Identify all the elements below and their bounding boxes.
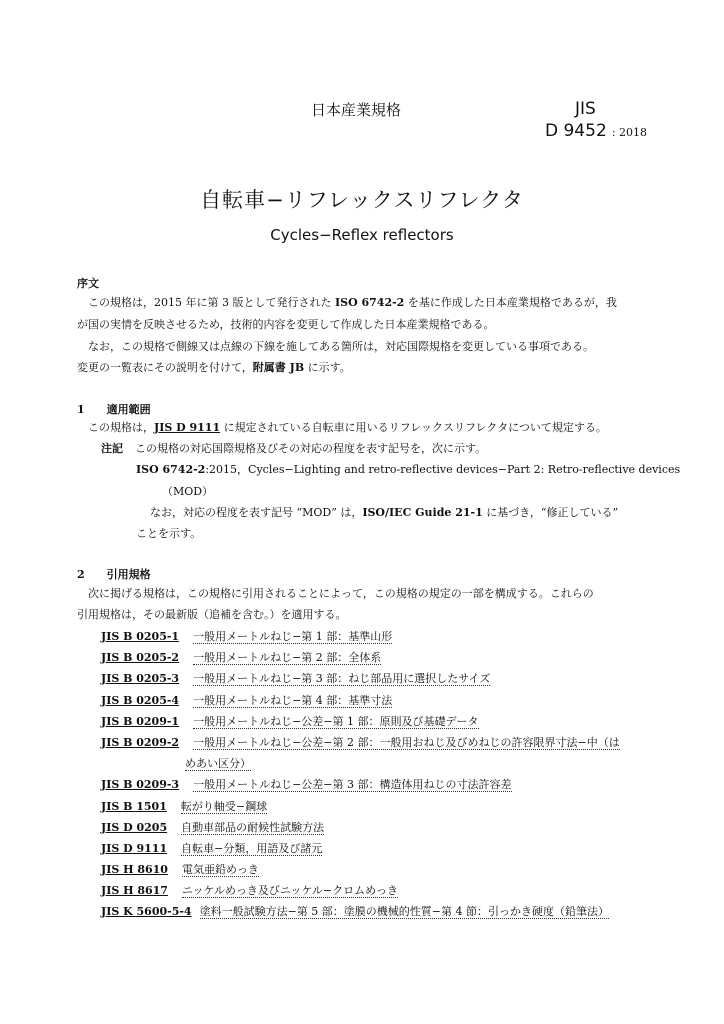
foreword-text: 変更の一覧表にその説明を付けて， [77, 361, 253, 374]
reference-title: 一般用メートルねじ−第 1 部：基準山形 [193, 630, 393, 643]
reference-code[interactable]: JIS B 0205-4 [101, 694, 180, 707]
reference-code[interactable]: JIS B 0205-2 [101, 651, 180, 664]
iso-reference: ISO 6742-2 [334, 296, 405, 309]
reference-item [101, 694, 392, 708]
note-2-line [150, 506, 618, 520]
reference-code[interactable]: JIS B 0205-3 [101, 672, 180, 685]
iso-correspondence-line [136, 463, 680, 477]
section-number: 1 [77, 403, 85, 416]
reference-title: 一般用メートルねじ−公差−第 3 部：構造体用ねじの寸法許容差 [193, 778, 512, 791]
iso-reference: ISO 6742-2 [136, 463, 206, 476]
reference-item [101, 905, 609, 919]
reference-item [101, 630, 392, 644]
foreword-text: この規格は，2015 年に第 3 版として発行された [88, 296, 335, 309]
foreword-line-4 [77, 361, 351, 375]
section-title: 引用規格 [106, 568, 151, 581]
foreword-heading: 序文 [77, 277, 99, 290]
guide-reference: ISO/IEC Guide 21-1 [362, 506, 483, 519]
reference-item [101, 863, 259, 877]
reference-item [101, 651, 381, 665]
reference-code[interactable]: JIS B 0209-3 [101, 778, 180, 791]
reference-item [101, 800, 267, 814]
reference-title: 一般用メートルねじ−第 3 部：ねじ部品用に選択したサイズ [193, 672, 491, 685]
reference-code[interactable]: JIS B 0209-1 [101, 715, 180, 728]
foreword-line-3: なお，この規格で側線又は点線の下線を施してある箇所は，対応国際規格を変更している事項である。 [88, 340, 594, 353]
reference-title: 自転車−分類，用語及び諸元 [181, 842, 323, 855]
reference-title: 一般用メートルねじ−第 4 部：基準寸法 [193, 694, 393, 707]
section-number: 2 [77, 568, 85, 581]
title-ja: 自転車−リフレックスリフレクタ [200, 188, 524, 212]
reference-code[interactable]: JIS B 0205-1 [101, 630, 180, 643]
section-2-intro-1: 次に掲げる規格は，この規格に引用されることによって，この規格の規定の一部を構成する。これらの [88, 587, 594, 600]
reference-item [101, 821, 324, 835]
section-2-heading [77, 568, 151, 582]
note-text: なお，対応の程度を表す記号 “MOD” は， [150, 506, 363, 519]
body-text: に規定されている自転車に用いるリフレックスリフレクタについて規定する。 [220, 421, 607, 434]
reference-item-continuation [185, 757, 251, 771]
reference-title: 自動車部品の耐候性試験方法 [181, 821, 325, 834]
iso-title: :2015，Cycles−Lighting and retro-reflective devices−Part 2: Retro-reflective devices [205, 463, 681, 476]
reference-title: 転がり軸受−鋼球 [180, 800, 268, 813]
note-2-line-end: ことを示す。 [136, 527, 202, 540]
jis-label: JIS [575, 99, 596, 119]
foreword-line-1 [88, 296, 617, 310]
section-1-text [88, 421, 607, 435]
reference-code[interactable]: JIS B 0209-2 [101, 736, 180, 749]
foreword-text: に示す。 [304, 361, 351, 374]
reference-item [101, 842, 322, 856]
foreword-text: を基に作成した日本産業規格であるが，我 [404, 296, 617, 309]
reference-title: ニッケルめっき及びニッケル−クロムめっき [181, 884, 398, 897]
title-en: Cycles−Reflex reflectors [270, 226, 454, 244]
reference-code[interactable]: JIS D 9111 [101, 842, 168, 855]
reference-code[interactable]: JIS K 5600-5-4 [101, 905, 192, 918]
reference-code[interactable]: JIS H 8617 [101, 884, 168, 897]
reference-title: 塗料一般試験方法−第 5 部：塗膜の機械的性質−第 4 節：引っかき硬度（鉛筆法） [199, 905, 609, 918]
mod-label: （MOD） [162, 485, 214, 498]
standard-year: : 2018 [611, 126, 648, 139]
jis-d9111-link[interactable]: JIS D 9111 [154, 421, 221, 434]
reference-title: 一般用メートルねじ−公差−第 1 部：原則及び基礎データ [193, 715, 479, 728]
note-line [101, 442, 486, 456]
reference-item [101, 715, 479, 729]
section-1-heading [77, 403, 151, 417]
body-text: この規格は， [88, 421, 154, 434]
reference-code[interactable]: JIS H 8610 [101, 863, 168, 876]
note-label: 注記 [101, 442, 123, 455]
reference-item [101, 672, 490, 686]
reference-code[interactable]: JIS D 0205 [101, 821, 168, 834]
standard-number: D 9452 [545, 121, 607, 141]
note-text: に基づき，“修正している” [482, 506, 619, 519]
standard-number-block [545, 121, 647, 141]
reference-title: 一般用メートルねじ−公差−第 2 部：一般用おねじ及びめねじの許容限界寸法−中（は [193, 736, 620, 749]
section-title: 適用範囲 [106, 403, 151, 416]
note-text: この規格の対応国際規格及びその対応の程度を表す記号を，次に示す。 [135, 442, 487, 455]
section-2-intro-2: 引用規格は，その最新版（追補を含む。）を適用する。 [77, 608, 347, 621]
annex-reference: 附属書 JB [252, 361, 305, 374]
reference-item [101, 736, 620, 750]
reference-title: 電気亜鉛めっき [181, 863, 259, 876]
reference-item [101, 884, 398, 898]
standard-type: 日本産業規格 [311, 101, 402, 119]
foreword-line-2: が国の実情を反映させるため，技術的内容を変更して作成した日本産業規格である。 [77, 318, 495, 331]
reference-item [101, 778, 512, 792]
reference-title-continuation: めあい区分） [185, 757, 251, 770]
reference-code[interactable]: JIS B 1501 [101, 800, 167, 813]
reference-title: 一般用メートルねじ−第 2 部：全体系 [193, 651, 382, 664]
